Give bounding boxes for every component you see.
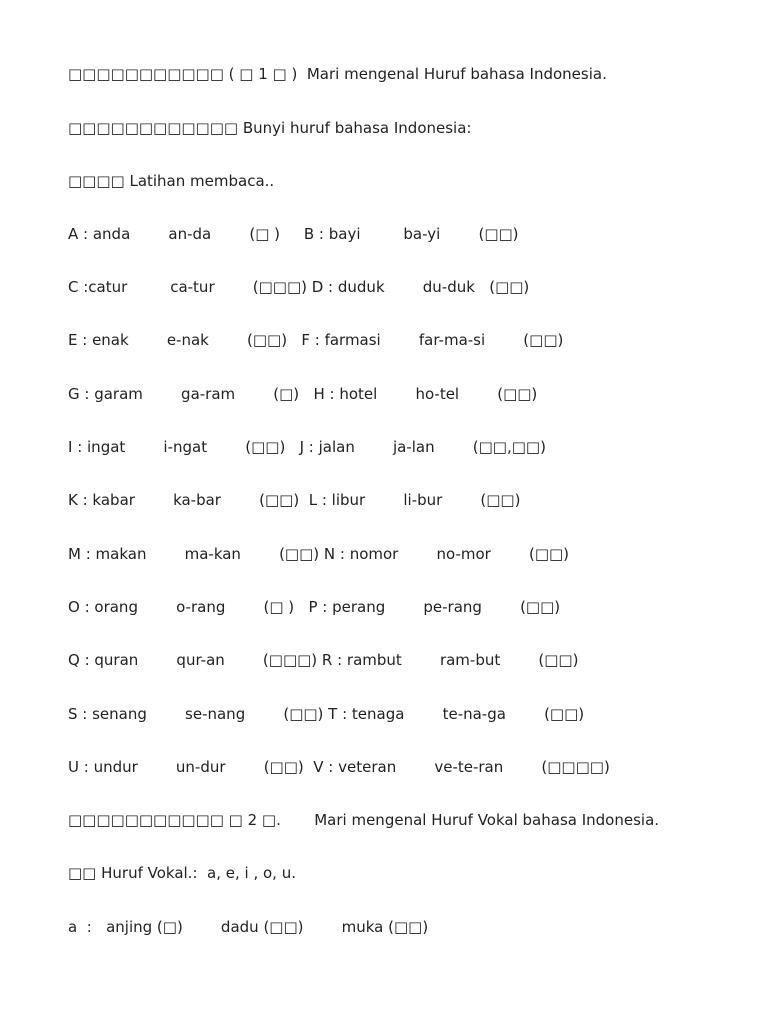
letter-row-m-n: M : makan ma-kan (□□) N : nomor no-mor (□□) xyxy=(68,545,570,563)
section-heading-sounds: □□□□□□□□□□□□ Bunyi huruf bahasa Indonesia: xyxy=(68,119,472,137)
letter-row-q-r: Q : quran qur-an (□□□) R : rambut ram-but (□□) xyxy=(68,651,579,669)
letter-row-u-v: U : undur un-dur (□□) V : veteran ve-te-ran (□□□□) xyxy=(68,758,610,776)
letter-row-k-l: K : kabar ka-bar (□□) L : libur li-bur (□□) xyxy=(68,491,521,509)
lesson-2-heading: □□□□□□□□□□□ □ 2 □. Mari mengenal Huruf Vokal bahasa Indonesia. xyxy=(68,811,660,829)
vowels-line: □□ Huruf Vokal.: a, e, i , o, u. xyxy=(68,864,296,882)
letter-row-c-d: C :catur ca-tur (□□□) D : duduk du-duk (□□) xyxy=(68,278,530,296)
letter-row-g-h: G : garam ga-ram (□) H : hotel ho-tel (□□) xyxy=(68,385,538,403)
letter-row-i-j: I : ingat i-ngat (□□) J : jalan ja-lan (□□,□□) xyxy=(68,438,546,456)
letter-row-a-b: A : anda an-da (□ ) B : bayi ba-yi (□□) xyxy=(68,225,519,243)
section-heading-practice: □□□□ Latihan membaca.. xyxy=(68,172,275,190)
letter-row-o-p: O : orang o-rang (□ ) P : perang pe-rang (□□) xyxy=(68,598,561,616)
lesson-1-heading: □□□□□□□□□□□ ( □ 1 □ ) Mari mengenal Huruf bahasa Indonesia. xyxy=(68,65,607,83)
letter-row-e-f: E : enak e-nak (□□) F : farmasi far-ma-si (□□) xyxy=(68,331,564,349)
letter-row-s-t: S : senang se-nang (□□) T : tenaga te-na-ga (□□) xyxy=(68,705,585,723)
vowel-a-examples: a : anjing (□) dadu (□□) muka (□□) xyxy=(68,918,429,936)
